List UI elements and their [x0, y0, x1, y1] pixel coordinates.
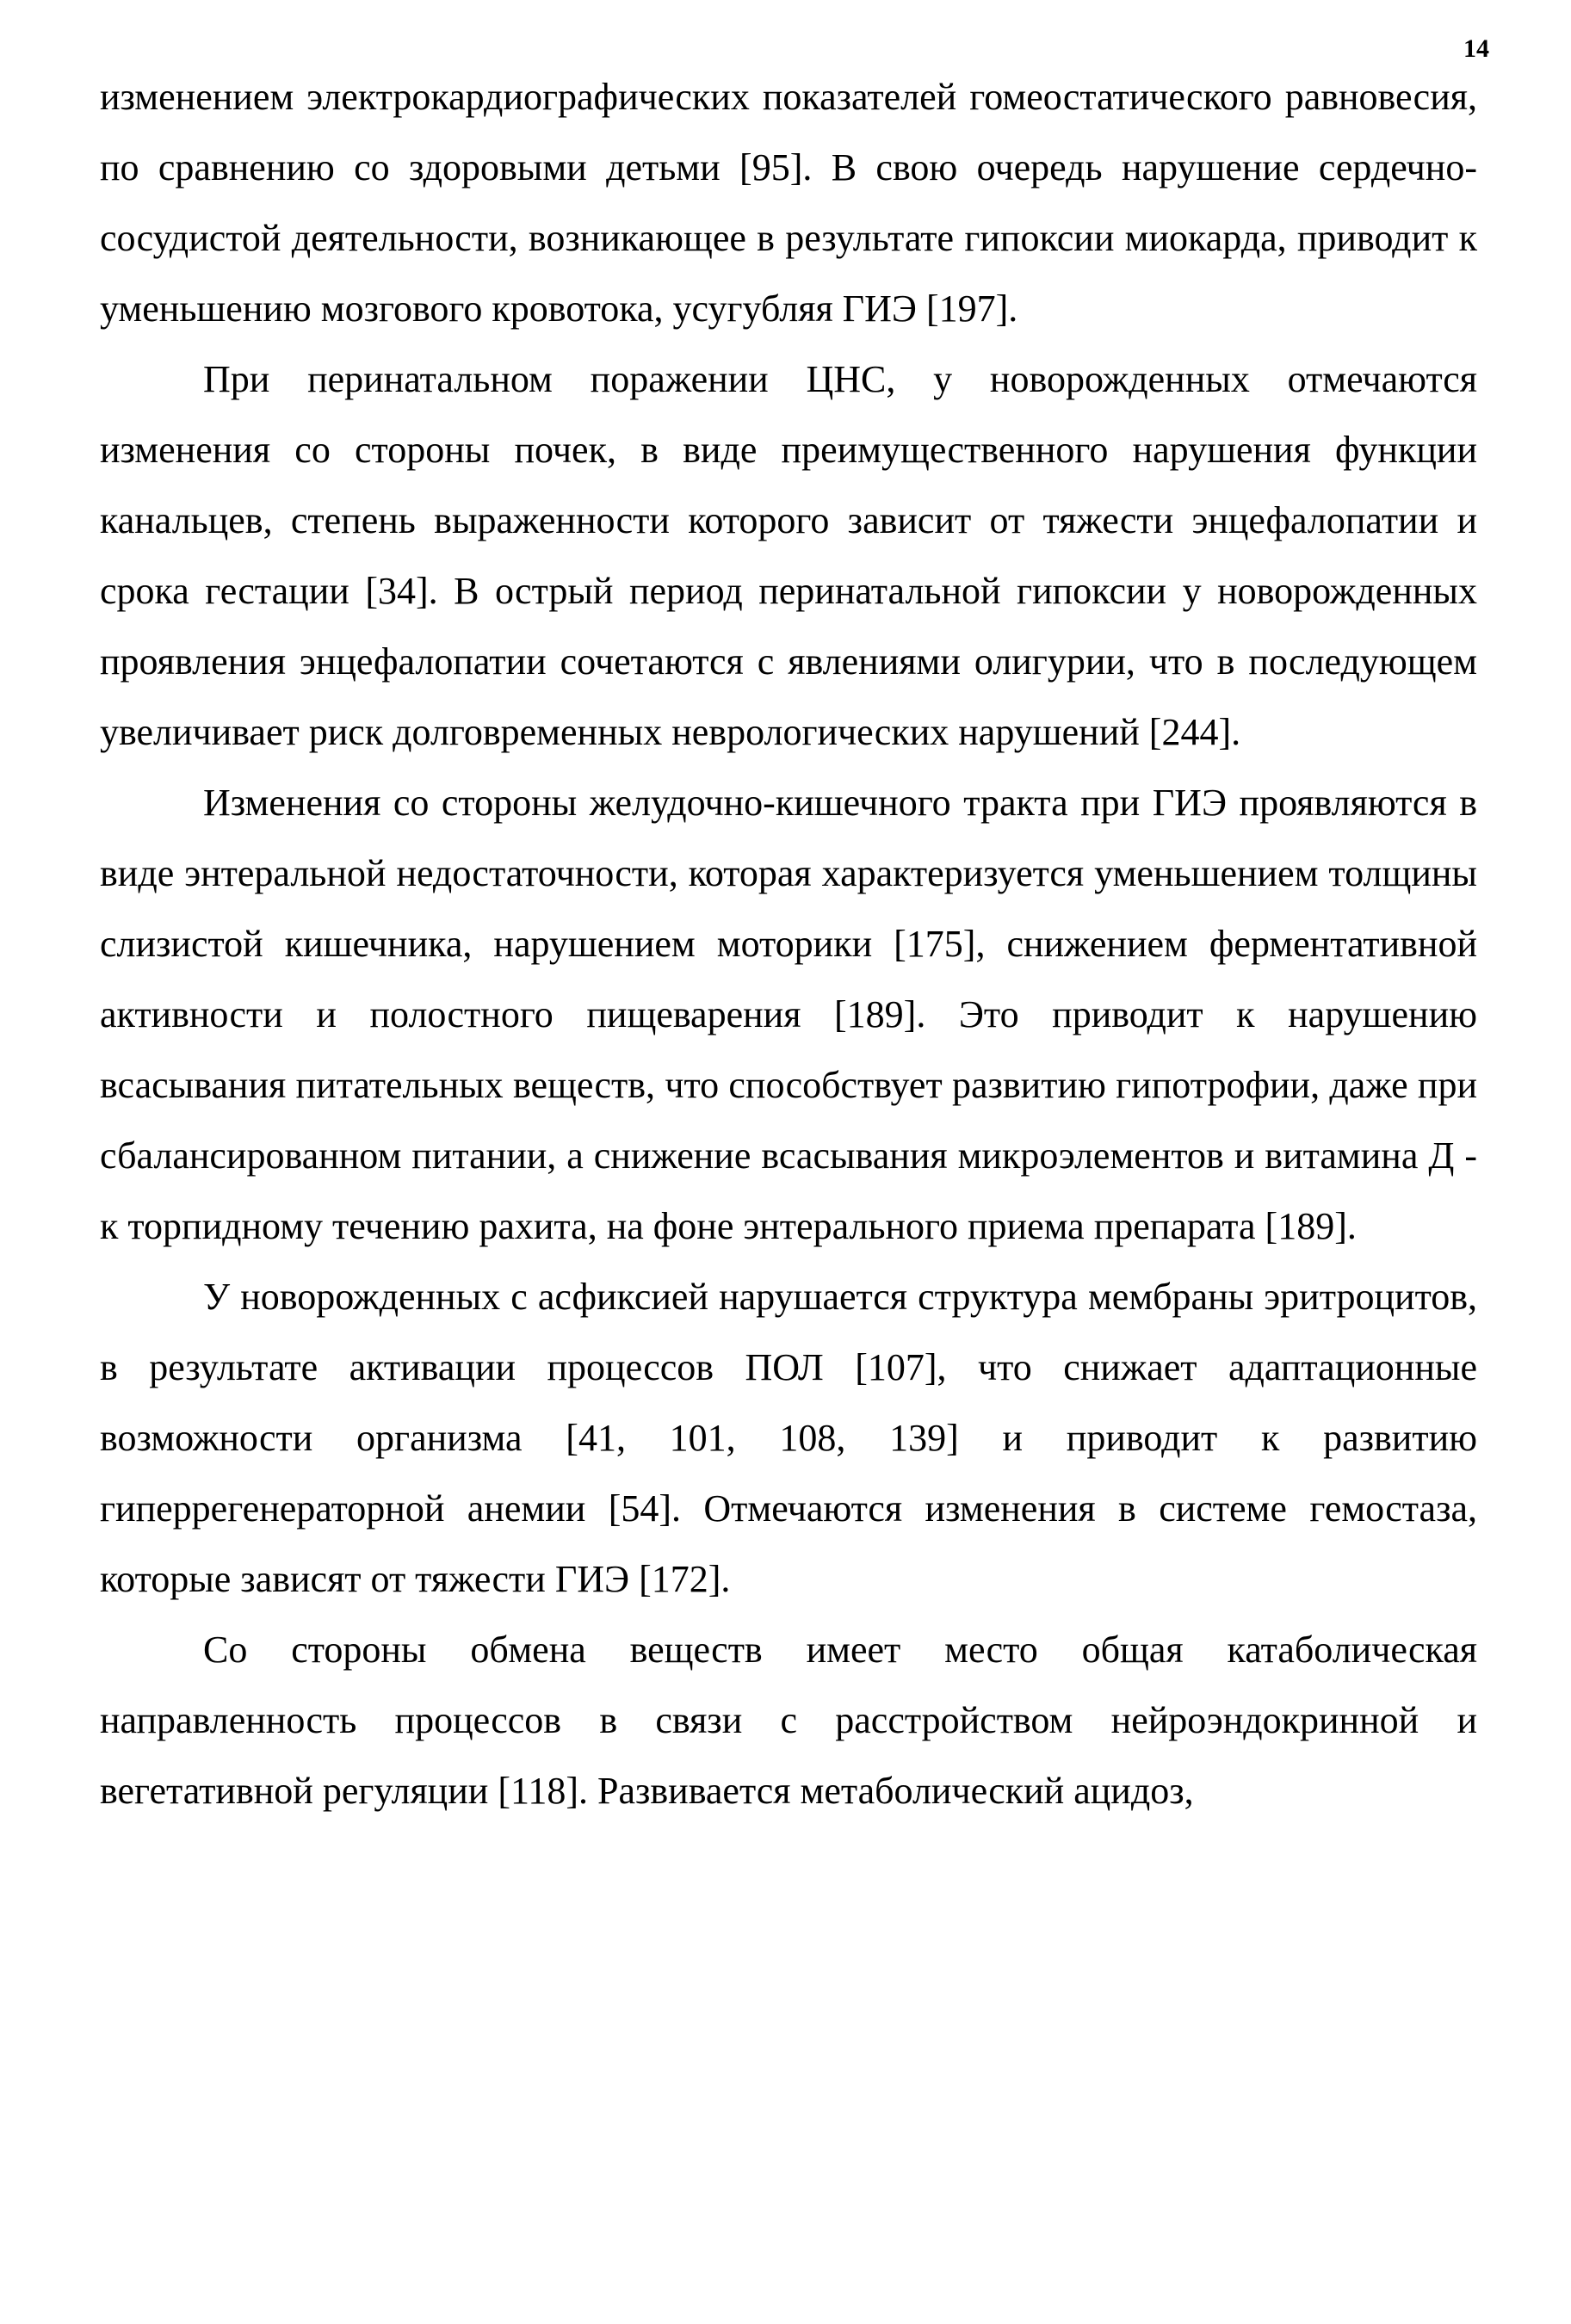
page-body	[100, 62, 1477, 1826]
page-number: 14	[1463, 34, 1489, 63]
paragraph-3: Изменения со стороны желудочно-кишечного тракта при ГИЭ проявляются в виде энтеральной недостаточности, которая характеризуется уменьшением толщины слизистой кишечника, нарушением моторики [175], снижением ферментативной активности и полостного пищеварения [189]. Это приводит к нарушению всасывания питательных веществ, что способствует развитию гипотрофии, даже при сбалансированном питании, а снижение всасывания микроэлементов и витамина Д - к торпидному течению рахита, на фоне энтерального приема препарата [189].	[100, 782, 1477, 1247]
paragraph-2: При перинатальном поражении ЦНС, у новорожденных отмечаются изменения со стороны почек, в виде преимущественного нарушения функции канальцев, степень выраженности которого зависит от тяжести энцефалопатии и срока гестации [34]. В острый период перинатальной гипоксии у новорожденных проявления энцефалопатии сочетаются с явлениями олигурии, что в последующем увеличивает риск долговременных неврологических нарушений [244].	[100, 358, 1477, 753]
paragraph-1: изменением электрокардиографических показателей гомеостатического равновесия, по сравнению со здоровыми детьми [95]. В свою очередь нарушение сердечно-сосудистой деятельности, возникающее в результате гипоксии миокарда, приводит к уменьшению мозгового кровотока, усугубляя ГИЭ [197].	[100, 76, 1477, 330]
paragraph-4: У новорожденных с асфиксией нарушается структура мембраны эритроцитов, в результате активации процессов ПОЛ [107], что снижает адаптационные возможности организма [41, 101, 108, 139] и приводит к развитию гиперрегенераторной анемии [54]. Отмечаются изменения в системе гемостаза, которые зависят от тяжести ГИЭ [172].	[100, 1276, 1477, 1600]
paragraph-5: Со стороны обмена веществ имеет место общая катаболическая направленность процессов в связи с расстройством нейроэндокринной и вегетативной регуляции [118]. Развивается метаболический ацидоз,	[100, 1629, 1477, 1812]
